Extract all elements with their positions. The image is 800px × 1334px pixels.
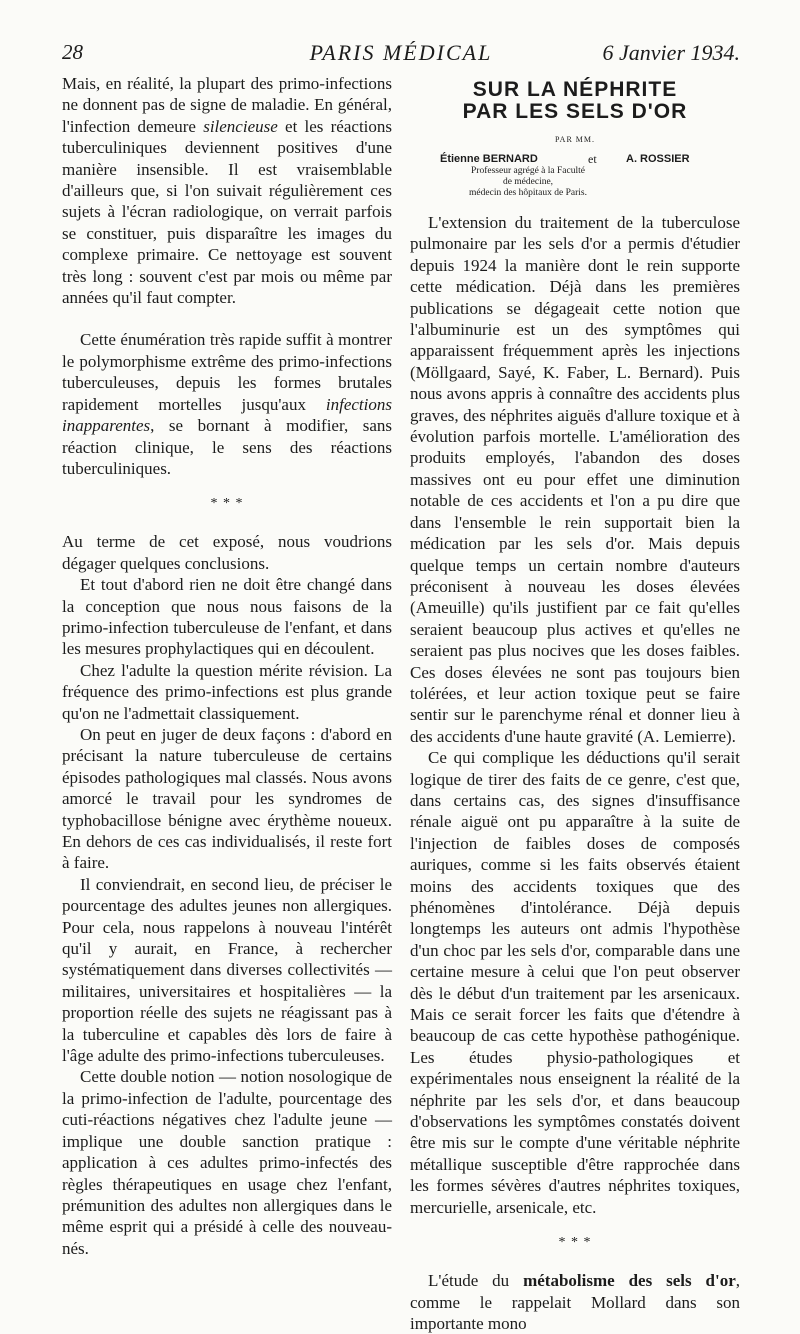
paragraph: Mais, en réalité, la plupart des primo-infections ne donnent pas de signe de maladie. En général, l'infection demeure silencieuse et les réactions tuberculiniques deviennent positives d'une manière insensible. Il est vraisemblable d'ailleurs que, si l'on suivait régulièrement ces sujets à l'écran radiologique, on verrait parfois se constituer, puis disparaître les images du complexe primaire. Ce nettoyage est souvent très long : souvent c'est par mois ou même par années qu'il faut compter. xyxy=(62,74,393,308)
page-header xyxy=(62,40,740,68)
paragraph: Ce qui complique les déductions qu'il serait logique de tirer des faits de ce genre, c'est que, dans certains cas, des signes d'insuffisance rénale aiguë ont pu apparaître à la suite de l'injection de faibles doses de composés auriques, comme si les faits observés étaient moins des accidents toxiques que des phénomènes d'intolérance. Déjà depuis longtemps les auteurs ont admis l'hypothèse d'un choc par les sels d'or, comparable dans une certaine mesure à celui que l'on peut observer dès le début d'un traitement par les arsenicaux. Mais ce serait forcer les faits que d'étendre à beaucoup de cas cette hypothèse pathogénique. Les études physio-pathologiques et expérimentales nous enseignent la réalité de la néphrite par les sels d'or, et dans beaucoup d'observations les symptômes constatés doivent être mis sur le compte d'une véritable néphrite métallique susceptible d'être rapprochée dans les formes sévères d'autres néphrites toxiques, mercurielle, arsenicale, etc. xyxy=(410,748,740,1217)
section-separator: * * * xyxy=(558,1235,592,1251)
author-affiliation: Professeur agrégé à la Faculté de médecine, médecin des hôpitaux de Paris. xyxy=(469,166,587,198)
paragraph: Chez l'adulte la question mérite révision. La fréquence des primo-infections est plus grande qu'on ne l'admettait classiquement. xyxy=(62,660,392,723)
paragraph: Il conviendrait, en second lieu, de préciser le pourcentage des adultes jeunes non allergiques. Pour cela, nous rappelons à nouveau l'intérêt qu'il y aurait, en France, à rechercher systématiquement dans diverses collectivités — militaires, universitaires et hospitalières — la proportion réelle des sujets ne réagissant pas à la tuberculine et capables dès lors de faire à l'âge adulte des primo-infections tuberculeuses. xyxy=(62,874,392,1066)
paragraph: Et tout d'abord rien ne doit être changé dans la conception que nous nous faisons de la primo-infection tuberculeuse de l'enfant, et dans les mesures prophylactiques qui en découlent. xyxy=(62,575,392,659)
issue-date: 6 Janvier 1934. xyxy=(602,40,740,65)
paragraph: On peut en juger de deux façons : d'abord en précisant la nature tuberculeuse de certains épisodes pathologiques mal classés. Nous avons amorcé le travail pour les syndromes de typhobacillose bénigne avec érythème noueux. En dehors de ces cas individualisés, il reste fort à faire. xyxy=(62,724,392,873)
article-body xyxy=(410,212,740,1334)
section-separator: * * * xyxy=(210,496,244,512)
byline-prefix: PAR MM. xyxy=(554,135,596,144)
left-column xyxy=(62,73,392,1259)
paragraph: L'extension du traitement de la tuberculose pulmonaire par les sels d'or a permis d'étudier depuis 1924 la manière dont le rein supporte cette médication. Déjà dans les premières publications se dégageait cette notion que l'albuminurie est un des symptômes qui apparaissent fréquemment après les injections (Möllgaard, Sayé, K. Faber, L. Bernard). Puis nous avons appris à connaître des accidents plus graves, des néphrites aiguës d'allure toxique et à évolution parfois mortelle. L'amélioration des produits employés, l'abandon des doses massives ont eu pour effet une diminution notable de ces accidents et l'on a pu dire que dans l'ensemble le rein supportait bien la médication par les sels d'or. Mais depuis quelque temps un certain nombre d'auteurs préconisent à nouveau les doses élevées (Ameuille) qu'ils justifient par ce fait qu'elles seraient beaucoup plus actives et qu'elles ne seraient pas plus nocives que les doses faibles. Ces doses élevées ne sont pas toujours bien tolérées, et leur action toxique peut se faire sentir sur le parenchyme rénal et donner lieu à des accidents d'une haute gravité (A. Lemierre). xyxy=(410,213,740,746)
right-column xyxy=(410,73,740,1334)
journal-title: PARIS MÉDICAL xyxy=(309,40,493,65)
article-title: SUR LA NÉPHRITE PAR LES SELS D'OR xyxy=(462,78,688,123)
paragraph: Cette double notion — notion nosologique de la primo-infection de l'adulte, pourcentage des cuti-réactions négatives chez l'adulte jeune — implique une double sanction pratique : application à ces adultes primo-infectés des règles thérapeutiques en usage chez l'enfant, prémunition des adultes non allergiques dans le même esprit qui a présidé à celle des nouveau-nés. xyxy=(62,1067,392,1258)
author-conjunction: et xyxy=(588,152,597,166)
page-number: 28 xyxy=(62,40,83,64)
author-bernard: Étienne BERNARD xyxy=(440,153,538,165)
paragraph: Cette énumération très rapide suffit à montrer le polymorphisme extrême des primo-infections tuberculeuses, depuis les formes brutales rapidement mortelles jusqu'aux infections inapparentes, se bornant à modifier, sans réaction clinique, le sens des réactions tuberculiniques. xyxy=(62,330,392,478)
authors xyxy=(410,153,740,166)
paragraph: L'étude du métabolisme des sels d'or, comme le rappelait Mollard dans son importante mono xyxy=(410,1271,741,1333)
paragraph: Au terme de cet exposé, nous voudrions dégager quelques conclusions. xyxy=(62,532,392,573)
author-rossier: A. ROSSIER xyxy=(626,153,690,165)
